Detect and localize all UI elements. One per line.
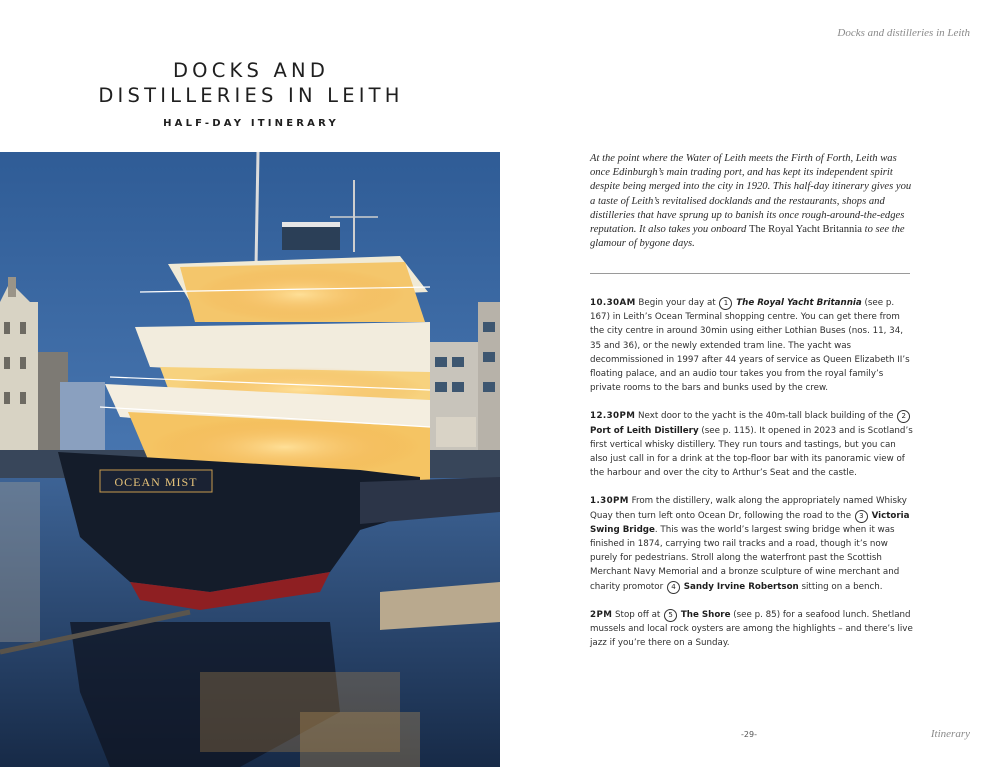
section-footer: Itinerary — [930, 728, 970, 740]
intro-text-1: At the point where the Water of Leith meets the Firth of Forth, Leith was once Edinburgh’s main trading port, and has kept its independent spirit despite being merged into the city in 1920. This half-day itinerary gives you a taste of Leith’s revitalised docklands and the restaurants, shops and distilleries that have sprung up to banish its once rough-around-the-edges reputation. It also takes you onboard — [590, 153, 912, 236]
divider — [590, 273, 910, 274]
itinerary-entry — [590, 608, 915, 651]
entry-time: 10.30AM — [590, 298, 636, 308]
entry-text: From the distillery, walk along the appropriately named Whisky Quay then turn left onto Ocean Dr, following the road to the — [590, 496, 907, 521]
entry-time: 2PM — [590, 609, 613, 620]
entry-text: . This was the world’s largest swing bridge when it was finished in 1874, carrying two rail tracks and a road, though it’s now purely for pedestrians. Stroll along the waterfront past the Scottish Merchant Navy Memorial and a bronze sculpture of wine merchant and charity promotor — [590, 524, 900, 592]
title-line-2: DISTILLERIES IN LEITH — [98, 84, 404, 107]
itinerary-list — [590, 296, 915, 664]
entry-text: (see p. 167) in Leith’s Ocean Terminal shopping centre. You can get there from the city centre in around 30min using either Lothian Buses (nos. 11, 34, 35 and 36), or the newly extended tram line. The yacht was decommissioned in 1997 after 44 years of service as Queen Elizabeth II’s floating palace, and an audio tour takes you from the royal family’s private rooms to the bars and bunks used by the crew. — [590, 298, 910, 394]
harbour-photo — [0, 152, 500, 767]
entry-text: sitting on a bench. — [798, 581, 883, 592]
entry-text: Begin your day at — [635, 298, 719, 308]
stop-name: Sandy Irvine Robertson — [683, 581, 799, 592]
intro-paragraph — [590, 152, 912, 251]
stop-name: The Shore — [680, 609, 731, 620]
intro-yacht-name: The Royal Yacht Britannia — [749, 224, 862, 236]
page-title — [0, 58, 502, 108]
entry-time: 1.30PM — [590, 496, 629, 507]
stop-name: Victoria Swing Bridge — [590, 510, 910, 535]
stop-number-badge: 5 — [664, 609, 677, 622]
stop-number-badge: 1 — [719, 297, 732, 310]
running-head: Docks and distilleries in Leith — [837, 27, 970, 39]
entry-text: Stop off at — [612, 609, 664, 620]
itinerary-entry — [590, 409, 915, 480]
stop-name: Port of Leith Distillery — [590, 425, 699, 436]
ship-name-label: OCEAN MIST — [114, 475, 198, 489]
entry-time: 12.30PM — [590, 411, 636, 422]
page-subtitle: HALF-DAY ITINERARY — [163, 118, 339, 129]
entry-text: (see p. 85) for a seafood lunch. Shetland mussels and local rock oysters are among the highlights – and there’s live jazz if you’re there on a Sunday. — [590, 609, 913, 649]
entry-text: (see p. 115). It opened in 2023 and is Scotland’s first vertical whisky distillery. They run tours and tastings, but you can also just call in for a drink at the top-floor bar with its panoramic view of the harbour and over the city to Arthur’s Seat and the castle. — [590, 425, 913, 479]
page-number: -29- — [741, 730, 757, 739]
intro-text-2: to see the glamour of bygone days. — [590, 224, 905, 250]
title-line-1: DOCKS AND — [172, 59, 330, 82]
stop-number-badge: 2 — [897, 410, 910, 423]
entry-text: Next door to the yacht is the 40m-tall black building of the — [635, 411, 897, 422]
stop-name: The Royal Yacht Britannia — [736, 298, 862, 308]
itinerary-entry — [590, 494, 915, 593]
stop-number-badge: 4 — [667, 581, 680, 594]
itinerary-entry — [590, 296, 915, 395]
stop-number-badge: 3 — [855, 510, 868, 523]
